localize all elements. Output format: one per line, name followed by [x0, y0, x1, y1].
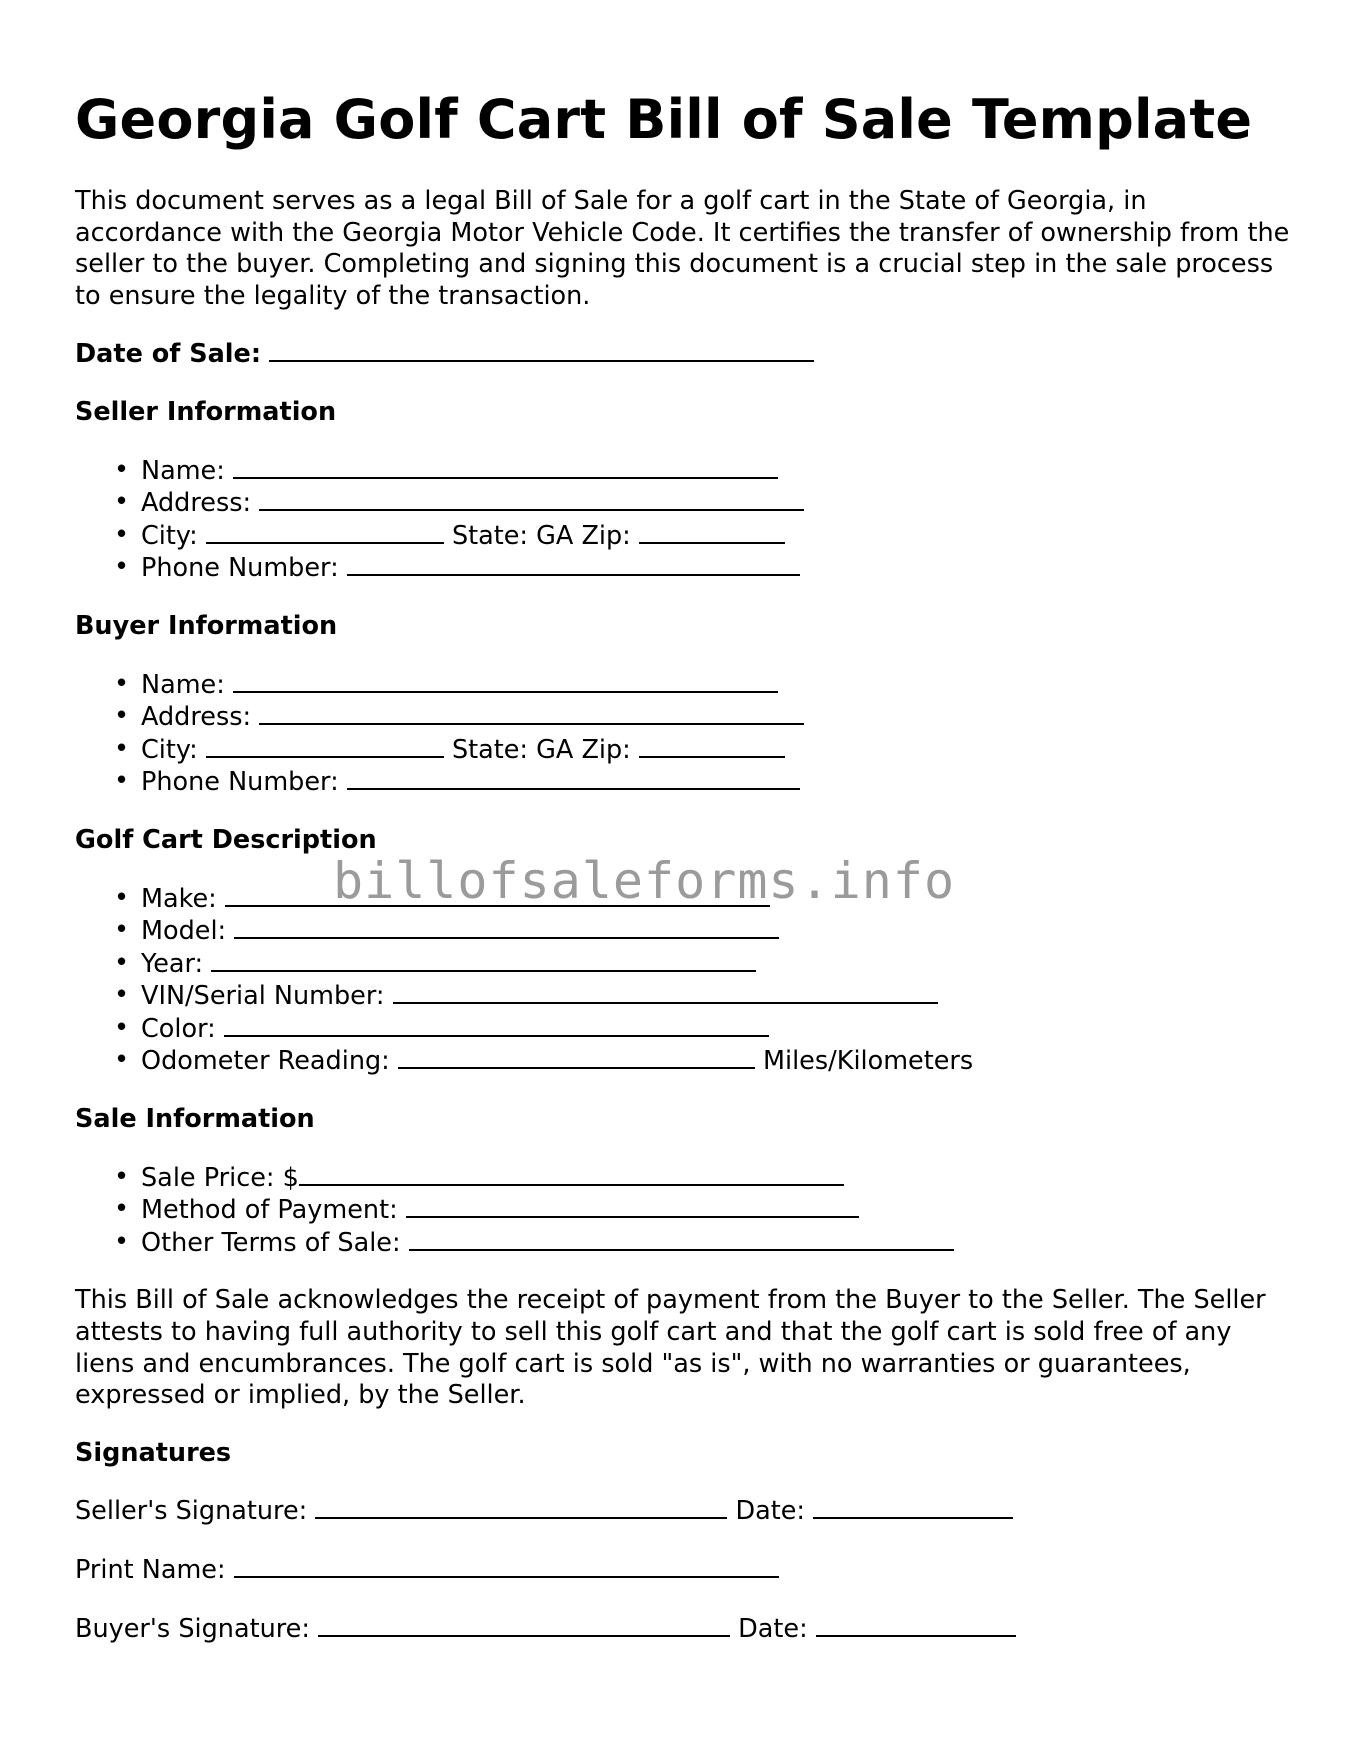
- date-of-sale-field[interactable]: [269, 338, 814, 362]
- buyer-name-label: Name:: [141, 669, 225, 700]
- buyer-list: [75, 669, 1290, 799]
- cart-year-label: Year:: [141, 948, 204, 979]
- print-name-label: Print Name:: [75, 1555, 226, 1585]
- sale-method-item: [141, 1194, 1290, 1227]
- buyer-signature-field[interactable]: [318, 1613, 730, 1637]
- buyer-signature-row: [75, 1613, 1290, 1646]
- cart-make-label: Make:: [141, 883, 217, 914]
- buyer-phone-label: Phone Number:: [141, 767, 339, 798]
- seller-city-item: [141, 520, 1290, 553]
- seller-signature-row: [75, 1495, 1290, 1528]
- sale-other-label: Other Terms of Sale:: [141, 1227, 401, 1258]
- intro-paragraph: This document serves as a legal Bill of Sale for a golf cart in the State of Georgia, in accordance with the Georgia Motor Vehicle Code. It certifies the transfer of ownership from the seller to the buyer. Completing and signing this document is a crucial step in the sale process to ensure the legality of the transaction.: [75, 186, 1290, 311]
- date-of-sale-label: Date of Sale:: [75, 339, 262, 370]
- buyer-city-item: [141, 734, 1290, 767]
- sale-price-item: [141, 1162, 1290, 1195]
- seller-list: [75, 455, 1290, 585]
- cart-list: [75, 883, 1290, 1079]
- signatures-heading: Signatures: [75, 1437, 232, 1468]
- seller-name-label: Name:: [141, 455, 225, 486]
- buyer-date-field[interactable]: [816, 1613, 1016, 1637]
- seller-signature-label: Seller's Signature:: [75, 1496, 308, 1527]
- cart-odometer-field[interactable]: [398, 1045, 755, 1069]
- seller-date-field[interactable]: [813, 1495, 1013, 1519]
- seller-phone-field[interactable]: [347, 552, 800, 576]
- seller-address-label: Address:: [141, 488, 252, 519]
- sale-other-item: [141, 1227, 1290, 1260]
- seller-phone-item: [141, 552, 1290, 585]
- print-name-row: [75, 1554, 1290, 1587]
- buyer-name-field[interactable]: [233, 669, 778, 693]
- cart-year-item: [141, 948, 1290, 981]
- buyer-phone-field[interactable]: [347, 766, 800, 790]
- sale-method-label: Method of Payment:: [141, 1195, 398, 1226]
- sale-method-field[interactable]: [406, 1194, 859, 1218]
- seller-name-field[interactable]: [233, 455, 778, 479]
- seller-name-item: [141, 455, 1290, 488]
- cart-vin-label: VIN/Serial Number:: [141, 981, 385, 1012]
- buyer-address-field[interactable]: [259, 701, 804, 725]
- document-title: Georgia Golf Cart Bill of Sale Template: [75, 88, 1253, 151]
- cart-vin-field[interactable]: [393, 980, 938, 1004]
- buyer-city-field[interactable]: [206, 734, 444, 758]
- seller-state-zip-label: State: GA Zip:: [451, 520, 631, 551]
- buyer-state-zip-label: State: GA Zip:: [451, 734, 631, 765]
- sale-price-label: Sale Price: $: [141, 1162, 299, 1193]
- buyer-zip-field[interactable]: [639, 734, 785, 758]
- buyer-heading: Buyer Information: [75, 610, 338, 641]
- buyer-date-label: Date:: [738, 1613, 808, 1644]
- cart-heading: Golf Cart Description: [75, 824, 377, 855]
- seller-zip-field[interactable]: [639, 520, 785, 544]
- buyer-name-item: [141, 669, 1290, 702]
- seller-address-field[interactable]: [259, 487, 804, 511]
- seller-date-label: Date:: [735, 1496, 805, 1527]
- seller-address-item: [141, 487, 1290, 520]
- sale-list: [75, 1162, 1290, 1260]
- cart-vin-item: [141, 980, 1290, 1013]
- watermark-text: billofsaleforms.info: [333, 852, 956, 910]
- cart-year-field[interactable]: [211, 948, 756, 972]
- acknowledgment-paragraph: This Bill of Sale acknowledges the receipt of payment from the Buyer to the Seller. The Seller attests to having full authority to sell this golf cart and that the golf cart is sold free of any liens and encumbrances. The golf cart is sold "as is", with no warranties or guarantees, expressed or implied, by the Seller.: [75, 1285, 1266, 1411]
- cart-model-field[interactable]: [234, 915, 779, 939]
- cart-color-item: [141, 1013, 1290, 1046]
- sale-price-field[interactable]: [299, 1162, 844, 1186]
- seller-phone-label: Phone Number:: [141, 553, 339, 584]
- seller-city-label: City:: [141, 520, 198, 551]
- seller-signature-field[interactable]: [315, 1495, 727, 1519]
- cart-odometer-item: [141, 1045, 1290, 1078]
- seller-city-field[interactable]: [206, 520, 444, 544]
- date-of-sale-row: [75, 338, 1290, 371]
- buyer-address-item: [141, 701, 1290, 734]
- buyer-address-label: Address:: [141, 702, 252, 733]
- buyer-signature-label: Buyer's Signature:: [75, 1613, 310, 1644]
- sale-heading: Sale Information: [75, 1104, 315, 1135]
- cart-color-label: Color:: [141, 1013, 216, 1044]
- cart-model-label: Model:: [141, 916, 227, 947]
- cart-color-field[interactable]: [224, 1013, 769, 1037]
- buyer-phone-item: [141, 766, 1290, 799]
- sale-other-field[interactable]: [409, 1227, 954, 1251]
- buyer-city-label: City:: [141, 734, 198, 765]
- cart-odometer-label: Odometer Reading:: [141, 1046, 390, 1077]
- seller-heading: Seller Information: [75, 396, 337, 427]
- cart-model-item: [141, 915, 1290, 948]
- print-name-field[interactable]: [234, 1554, 779, 1578]
- cart-odometer-unit: Miles/Kilometers: [762, 1046, 974, 1077]
